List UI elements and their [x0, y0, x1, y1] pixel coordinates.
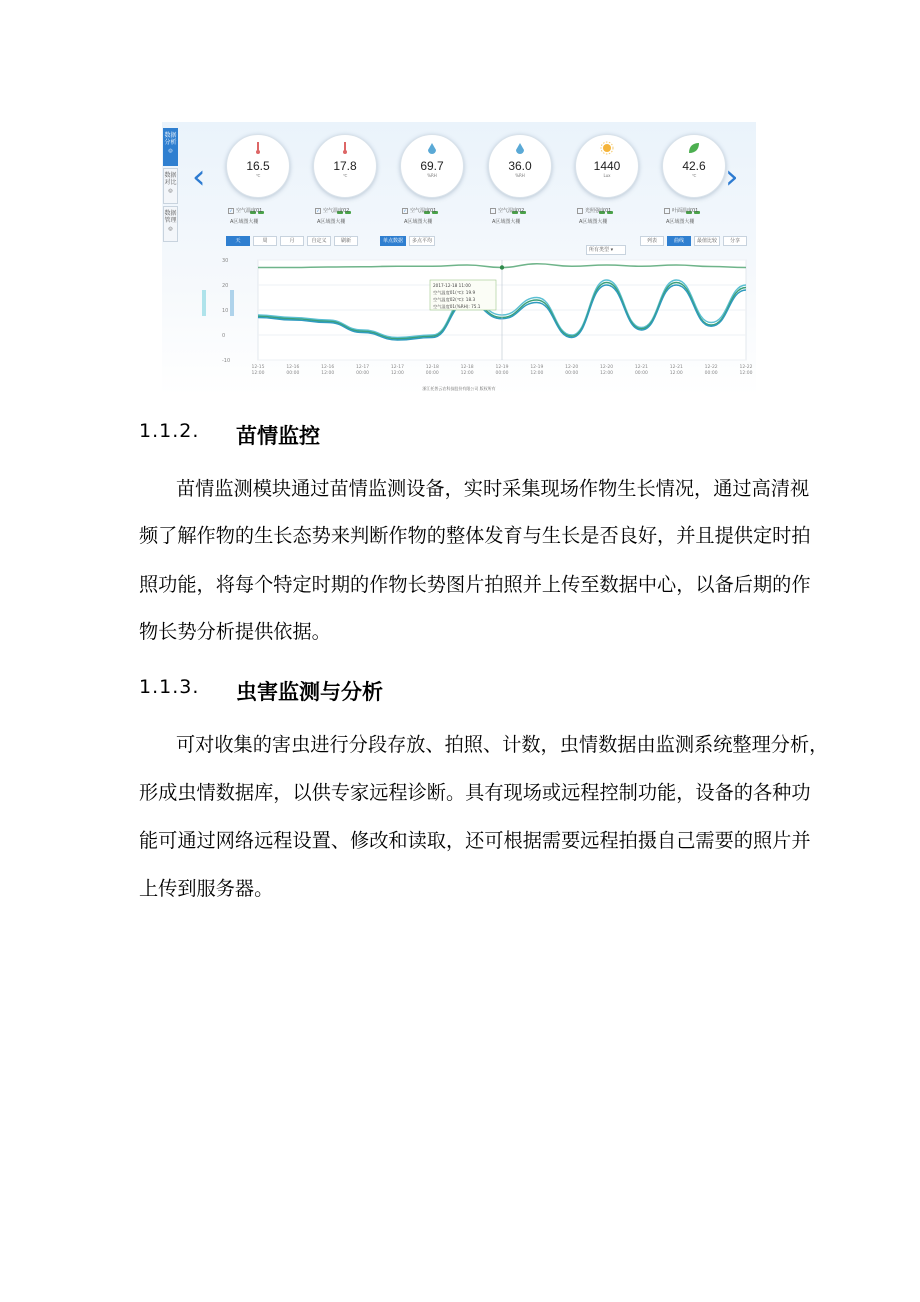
paragraph-line: 可对收集的害虫进行分段存放、拍照、计数，虫情数据由监测系统整理分析，	[176, 733, 829, 756]
view-share-button[interactable]: 分享	[723, 236, 747, 246]
sensor-dial	[400, 134, 464, 198]
dashboard-screenshot	[162, 122, 756, 396]
mode-buttons	[380, 236, 438, 245]
sensor-check-label: 叶面温度01	[672, 208, 699, 214]
sensor-dial	[313, 134, 377, 198]
sensor-checkbox[interactable]	[315, 207, 349, 214]
section-title: 虫害监测与分析	[236, 680, 383, 704]
sensor-location: A区域图大棚	[404, 219, 433, 225]
sensor-value: 17.8	[333, 159, 357, 173]
carousel-next-icon[interactable]: ›	[725, 157, 739, 197]
sensor-unit: ℃	[691, 173, 697, 178]
checkbox-icon: ✓	[316, 207, 320, 213]
sensor-card[interactable]	[480, 134, 560, 244]
sensor-location: A区域图大棚	[492, 219, 521, 225]
view-compare-button[interactable]: 最值比较	[694, 236, 720, 246]
x-tick-label: 12:00	[321, 371, 335, 376]
x-tick-label: 12-15	[251, 365, 265, 370]
section-number: 1.1.2.	[139, 420, 200, 442]
sensor-unit: Lux	[603, 173, 611, 178]
sensor-check-label: 空气温度02	[323, 208, 350, 214]
sensor-dial	[575, 134, 639, 198]
legend-toggle	[230, 290, 234, 316]
y-tick-label: 0	[222, 333, 226, 339]
section-title: 苗情监控	[236, 424, 320, 448]
sensor-value: 1440	[593, 159, 621, 173]
sensor-card[interactable]	[392, 134, 472, 244]
sidebar-tab-label: 数据对比	[164, 172, 177, 186]
sensor-check-label: 空气湿度01	[410, 208, 437, 214]
x-tick-label: 12-18	[425, 365, 439, 370]
sensor-unit: %RH	[427, 173, 437, 178]
sensor-check-label: 光照强度01	[585, 208, 612, 214]
x-tick-label: 00:00	[634, 371, 648, 376]
sensor-checkbox[interactable]	[228, 207, 262, 214]
sensor-dial	[662, 134, 726, 198]
period-buttons	[226, 236, 361, 245]
dashboard-footer: 浙江托普云农科技股份有限公司 版权所有	[422, 386, 496, 391]
sensor-location: A区域图大棚	[666, 219, 695, 225]
x-tick-label: 12:00	[460, 371, 474, 376]
sensor-card[interactable]	[218, 134, 298, 244]
y-tick-label: 20	[222, 283, 229, 289]
x-tick-label: 00:00	[425, 371, 439, 376]
period-month-button[interactable]: 月	[280, 236, 304, 246]
sensor-unit: %RH	[515, 173, 525, 178]
line-chart	[162, 250, 756, 388]
x-tick-label: 12-22	[739, 365, 753, 370]
paragraph-line: 苗情监测模块通过苗情监测设备，实时采集现场作物生长情况，通过高清视	[176, 477, 810, 500]
status-indicator	[595, 199, 617, 203]
x-tick-label: 12-16	[321, 365, 335, 370]
sensor-checkbox[interactable]	[577, 207, 611, 214]
sidebar-tab-analysis[interactable]	[163, 128, 178, 166]
x-tick-label: 00:00	[286, 371, 300, 376]
x-tick-label: 12-17	[390, 365, 404, 370]
status-indicator	[682, 199, 704, 203]
checkbox-icon: ✓	[229, 207, 233, 213]
period-day-button[interactable]: 天	[226, 236, 250, 246]
single-point-button[interactable]: 单点数据	[380, 236, 406, 246]
refresh-button[interactable]: 刷新	[334, 236, 358, 246]
x-tick-label: 12-18	[460, 365, 474, 370]
type-select-wrap	[586, 236, 626, 253]
x-tick-label: 00:00	[495, 371, 509, 376]
checkbox-icon	[577, 208, 583, 214]
x-tick-label: 12:00	[390, 371, 404, 376]
sensor-card[interactable]	[305, 134, 385, 244]
sensor-card[interactable]	[654, 134, 734, 244]
tooltip-line: 空气温度02(℃): 18.3	[433, 297, 476, 302]
sensor-checkbox[interactable]	[490, 207, 524, 214]
sensor-value: 69.7	[420, 159, 444, 173]
sensor-check-label: 空气温度01	[236, 208, 263, 214]
chevron-icon: ◎	[168, 188, 173, 194]
x-tick-label: 12:00	[251, 371, 265, 376]
sensor-checkbox[interactable]	[402, 207, 436, 214]
sensor-unit: ℃	[255, 173, 261, 178]
legend-toggle	[202, 290, 206, 316]
sidebar-tab-manage[interactable]	[163, 206, 178, 242]
x-tick-label: 12:00	[600, 371, 614, 376]
y-tick-label: 30	[222, 258, 229, 264]
paragraph-line: 频了解作物的生长态势来判断作物的整体发育与生长是否良好，并且提供定时拍	[139, 524, 811, 547]
status-indicator	[246, 199, 268, 203]
sensor-dial	[488, 134, 552, 198]
x-tick-label: 12-21	[669, 365, 683, 370]
x-tick-label: 12-21	[634, 365, 648, 370]
x-tick-label: 00:00	[356, 371, 370, 376]
x-tick-label: 12-19	[530, 365, 544, 370]
hover-point	[500, 265, 504, 269]
carousel-prev-icon[interactable]: ‹	[192, 157, 206, 197]
x-tick-label: 00:00	[565, 371, 579, 376]
paragraph-line: 能可通过网络远程设置、修改和读取，还可根据需要远程拍摄自己需要的照片并	[139, 829, 811, 852]
sensor-value: 16.5	[246, 159, 270, 173]
sidebar-tab-compare[interactable]	[163, 168, 178, 204]
x-tick-label: 12:00	[669, 371, 683, 376]
x-tick-label: 12-22	[704, 365, 718, 370]
tooltip-line: 空气湿度01(%RH): 75.1	[433, 304, 481, 309]
section-number: 1.1.3.	[139, 676, 200, 698]
sidebar-tab-label: 数据分析	[164, 132, 177, 146]
status-indicator	[333, 199, 355, 203]
x-tick-label: 12-16	[286, 365, 300, 370]
paragraph-line: 物长势分析提供依据。	[139, 620, 331, 643]
view-curve-button[interactable]: 曲线	[667, 236, 691, 246]
sensor-card[interactable]	[567, 134, 647, 244]
x-tick-label: 12:00	[739, 371, 753, 376]
tooltip-line: 2017-12-18 11:00	[433, 283, 471, 288]
checkbox-icon	[490, 208, 496, 214]
sensor-checkbox[interactable]	[664, 207, 698, 214]
sensor-location: A区域图大棚	[317, 219, 346, 225]
paragraph-line: 形成虫情数据库，以供专家远程诊断。具有现场或远程控制功能，设备的各种功	[139, 781, 811, 804]
sensor-check-label: 空气湿度02	[498, 208, 525, 214]
sensor-location: A区域图大棚	[230, 219, 259, 225]
x-tick-label: 12-19	[495, 365, 509, 370]
sensor-dial	[226, 134, 290, 198]
sensor-unit: ℃	[342, 173, 348, 178]
status-indicator	[508, 199, 530, 203]
chevron-icon: ◎	[168, 226, 173, 232]
y-tick-label: -10	[222, 358, 231, 364]
y-tick-label: 10	[222, 308, 229, 314]
sensor-value: 36.0	[508, 159, 532, 173]
view-list-button[interactable]: 列表	[640, 236, 664, 246]
period-week-button[interactable]: 周	[253, 236, 277, 246]
sensor-location: A区域图大棚	[579, 219, 608, 225]
x-tick-label: 00:00	[704, 371, 718, 376]
chevron-icon: ◎	[168, 148, 173, 154]
status-indicator	[420, 199, 442, 203]
paragraph-line: 照功能，将每个特定时期的作物长势图片拍照并上传至数据中心，以备后期的作	[139, 573, 811, 596]
x-tick-label: 12:00	[530, 371, 544, 376]
tooltip-line: 空气温度01(℃): 19.9	[433, 290, 476, 295]
sidebar-tab-label: 数据管理	[164, 210, 177, 224]
paragraph-line: 上传到服务器。	[139, 877, 274, 900]
x-tick-label: 12-20	[600, 365, 614, 370]
chevron-down-icon: ▾	[610, 247, 614, 253]
checkbox-icon: ✓	[403, 207, 407, 213]
type-select-value: 所有类型	[589, 247, 610, 253]
multi-average-button[interactable]: 多点平均	[409, 236, 435, 246]
sensor-value: 42.6	[682, 159, 706, 173]
x-tick-label: 12-17	[356, 365, 370, 370]
x-tick-label: 12-20	[565, 365, 579, 370]
checkbox-icon	[664, 208, 670, 214]
view-buttons	[640, 236, 750, 245]
period-custom-button[interactable]: 自定义	[307, 236, 331, 246]
